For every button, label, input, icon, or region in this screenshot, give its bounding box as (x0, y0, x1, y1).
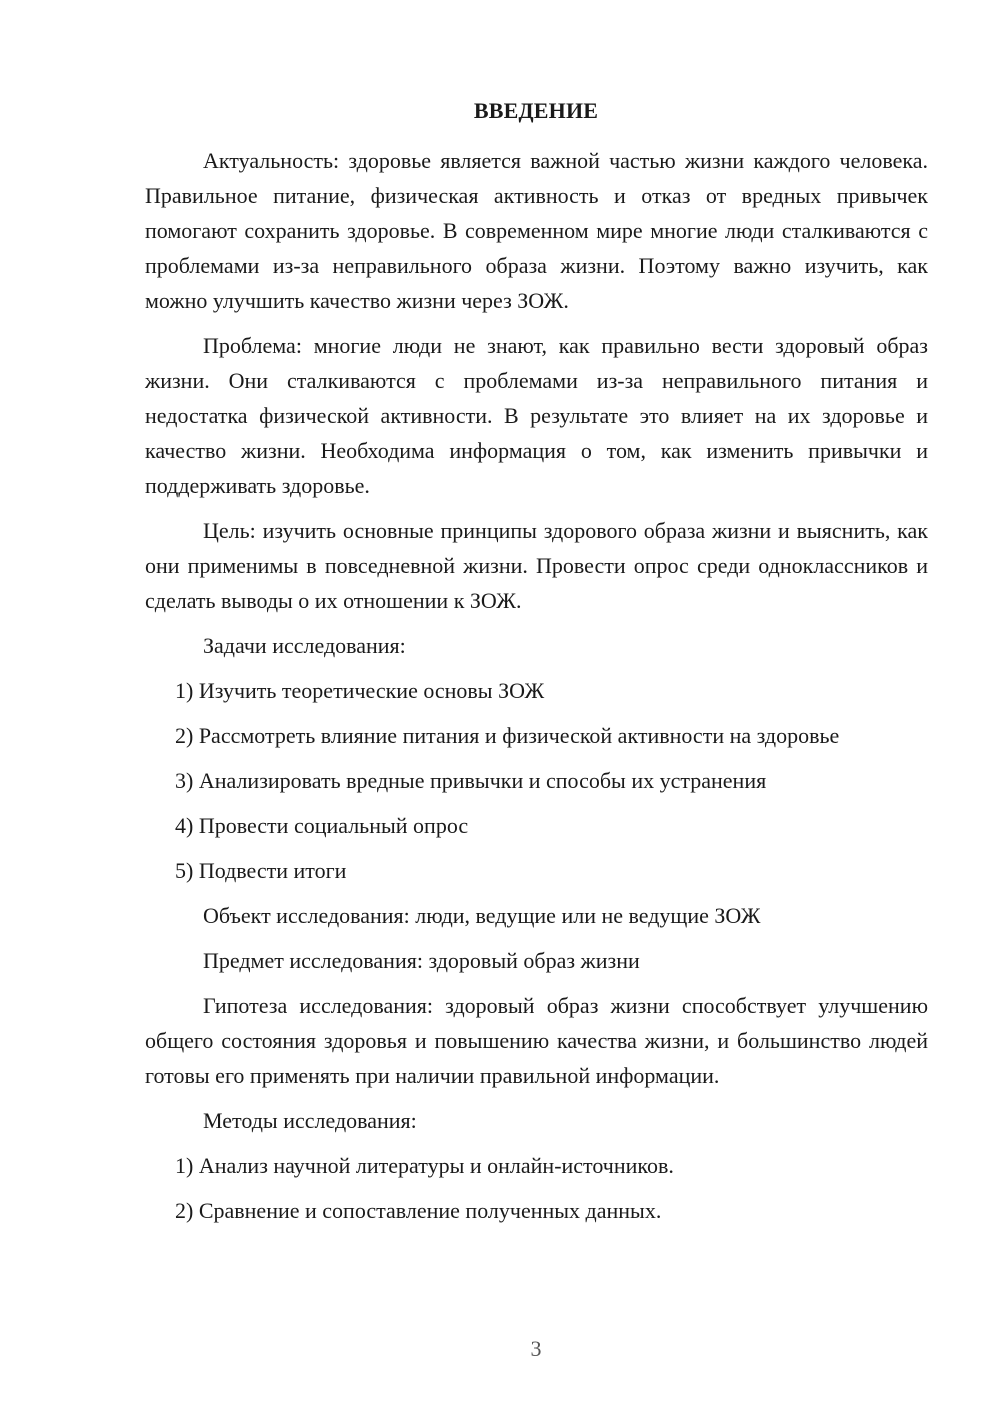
page-title: ВВЕДЕНИЕ (473, 98, 599, 123)
research-object: Объект исследования: люди, ведущие или не ведущие ЗОЖ (203, 903, 761, 928)
methods-title: Методы исследования: (203, 1108, 417, 1133)
task-item: 3) Анализировать вредные привычки и способы их устранения (175, 768, 767, 793)
method-item: 2) Сравнение и сопоставление полученных данных. (175, 1198, 662, 1223)
task-item: 5) Подвести итоги (175, 858, 347, 883)
page-content (145, 143, 928, 1238)
task-item: 2) Рассмотреть влияние питания и физической активности на здоровье (175, 723, 840, 748)
paragraph-problem: Проблема: многие люди не знают, как правильно вести здоровый образ жизни. Они сталкиваются с проблемами из-за неправильного питания и недостатка физической активности. В результате это влияет на их здоровье и качество жизни. Необходима информация о том, как изменить привычки и поддерживать здоровье. (145, 333, 928, 498)
paragraph-goal: Цель: изучить основные принципы здорового образа жизни и выяснить, как они применимы в повседневной жизни. Провести опрос среди одноклассников и сделать выводы о их отношении к ЗОЖ. (145, 518, 928, 613)
tasks-title: Задачи исследования: (203, 633, 406, 658)
paragraph-hypothesis: Гипотеза исследования: здоровый образ жизни способствует улучшению общего состояния здоровья и повышению качества жизни, и большинство людей готовы его применять при наличии правильной информации. (145, 993, 928, 1088)
research-subject: Предмет исследования: здоровый образ жизни (203, 948, 640, 973)
task-item: 1) Изучить теоретические основы ЗОЖ (175, 678, 545, 703)
task-item: 4) Провести социальный опрос (175, 813, 469, 838)
method-item: 1) Анализ научной литературы и онлайн-источников. (175, 1153, 674, 1178)
page-number: 3 (530, 1336, 542, 1361)
paragraph-relevance: Актуальность: здоровье является важной частью жизни каждого человека. Правильное питание, физическая активность и отказ от вредных привычек помогают сохранить здоровье. В современном мире многие люди сталкиваются с проблемами из-за неправильного образа жизни. Поэтому важно изучить, как можно улучшить качество жизни через ЗОЖ. (145, 148, 928, 313)
